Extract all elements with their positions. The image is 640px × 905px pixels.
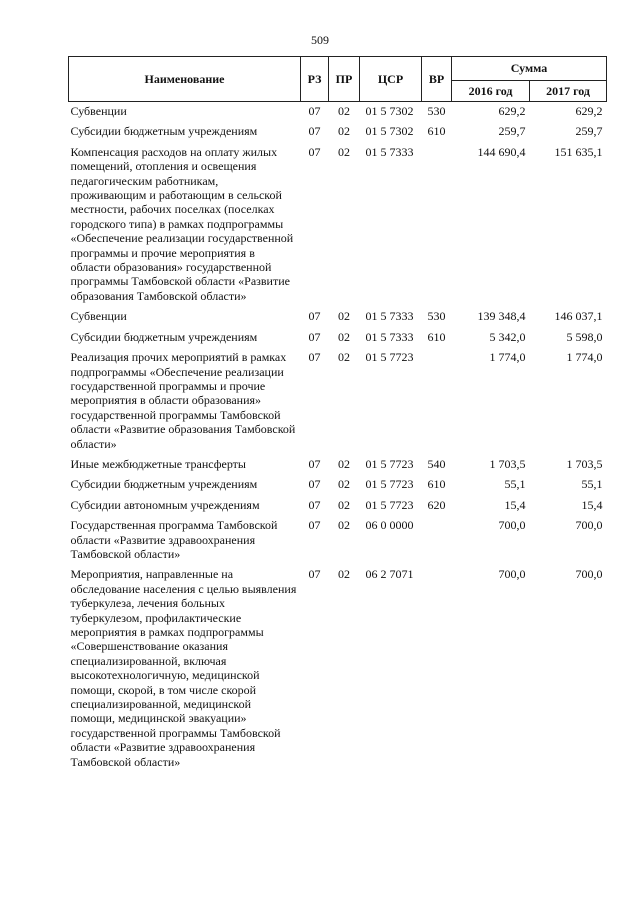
- row-vr: 530: [427, 104, 446, 118]
- row-name: Иные межбюджетные трансферты: [70, 456, 246, 471]
- row-name: Субвенции: [70, 104, 127, 118]
- header-name: Наименование: [69, 57, 301, 102]
- row-csr: 01 5 7302: [365, 124, 414, 139]
- row-csr: 01 5 7723: [365, 497, 414, 512]
- row-sum-2017: 700,0: [575, 567, 603, 582]
- row-vr: [422, 512, 452, 561]
- row-pr: 02: [338, 567, 350, 582]
- row-vr: 620: [427, 497, 446, 512]
- row-sum-2016: 144 690,4: [477, 144, 526, 159]
- row-pr: 02: [338, 350, 350, 365]
- row-vr: [422, 561, 452, 769]
- row-name: Государственная программа Тамбовской области «Развитие здравоохранения Тамбовской области»: [70, 518, 278, 561]
- table-row: [69, 118, 607, 138]
- row-sum-2017: 1 774,0: [566, 350, 603, 365]
- row-pr: 02: [338, 477, 350, 492]
- row-rz: 07: [308, 477, 321, 492]
- row-sum-2016: 629,2: [498, 104, 526, 118]
- row-rz: 07: [308, 124, 321, 139]
- row-vr: [422, 139, 452, 303]
- row-name: Субсидии бюджетным учреждениям: [70, 124, 258, 139]
- row-name: Субсидии бюджетным учреждениям: [70, 477, 258, 492]
- header-pr: ПР: [329, 57, 360, 102]
- table-row: [69, 324, 607, 344]
- row-name: Субсидии автономным учреждениям: [70, 497, 260, 512]
- row-csr: 06 2 7071: [365, 567, 414, 582]
- header-sum: Сумма: [452, 57, 607, 81]
- row-sum-2016: 259,7: [498, 124, 526, 139]
- row-name: Реализация прочих мероприятий в рамках подпрограммы «Обеспечение реализации государственной программы и прочие мероприятия в области образования» государственной программы Тамбовской области «Развитие образования Тамбовской области»: [70, 350, 296, 451]
- row-name: Компенсация расходов на оплату жилых помещений, отопления и освещения педагогическим работникам, проживающим и работающим в сельской местности, рабочих поселках (поселках городского типа) в рамках подпрограммы «Обеспечение реализации государственной программы и прочие мероприятия в области образования» государственной программы Тамбовской области «Развитие образования Тамбовской области»: [70, 144, 294, 303]
- table-row: [69, 492, 607, 512]
- table-row: [69, 139, 607, 303]
- row-name: Субвенции: [70, 309, 127, 324]
- row-sum-2016: 55,1: [504, 477, 526, 492]
- row-pr: 02: [338, 497, 350, 512]
- row-csr: 01 5 7723: [365, 350, 414, 365]
- row-csr: 01 5 7723: [365, 456, 414, 471]
- row-rz: 07: [308, 456, 321, 471]
- header-year-2017: 2017 год: [530, 81, 607, 102]
- row-rz: 07: [308, 497, 321, 512]
- row-pr: 02: [338, 104, 350, 118]
- row-sum-2017: 15,4: [581, 497, 603, 512]
- row-sum-2016: 15,4: [504, 497, 526, 512]
- row-rz: 07: [308, 309, 321, 324]
- row-vr: 610: [427, 329, 446, 344]
- row-vr: 530: [427, 309, 446, 324]
- row-sum-2017: 700,0: [575, 518, 603, 533]
- row-sum-2017: 259,7: [575, 124, 603, 139]
- row-vr: [422, 344, 452, 451]
- row-pr: 02: [338, 456, 350, 471]
- row-pr: 02: [338, 124, 350, 139]
- table-row: [69, 303, 607, 323]
- table-row: [69, 471, 607, 491]
- page-number: 509: [311, 33, 329, 47]
- row-sum-2017: 151 635,1: [554, 144, 603, 159]
- row-rz: 07: [308, 144, 321, 159]
- row-csr: 01 5 7723: [365, 477, 414, 492]
- table-row: [69, 451, 607, 471]
- table-row: [69, 344, 607, 451]
- row-csr: 06 0 0000: [365, 518, 414, 533]
- table-header: [69, 57, 607, 102]
- row-vr: 610: [427, 124, 446, 139]
- table-row: [69, 512, 607, 561]
- row-pr: 02: [338, 518, 350, 533]
- row-vr: 610: [427, 477, 446, 492]
- row-name: Мероприятия, направленные на обследование населения с целью выявления туберкулеза, лечения больных туберкулезом, профилактические мероприятия в рамках подпрограммы «Совершенствование оказания специализированной, включая высокотехнологичную, медицинской помощи, скорой, в том числе скорой специализированной, медицинской помощи, медицинской эвакуации» государственной программы Тамбовской области «Развитие здравоохранения Тамбовской области»: [70, 567, 297, 769]
- table-row: [69, 102, 607, 119]
- row-sum-2017: 55,1: [581, 477, 603, 492]
- row-sum-2017: 146 037,1: [554, 309, 603, 324]
- row-sum-2016: 139 348,4: [477, 309, 526, 324]
- header-rz: РЗ: [301, 57, 329, 102]
- row-sum-2016: 1 774,0: [489, 350, 526, 365]
- row-name: Субсидии бюджетным учреждениям: [70, 329, 258, 344]
- row-sum-2017: 629,2: [575, 104, 603, 118]
- row-rz: 07: [308, 518, 321, 533]
- table-body: [69, 102, 607, 770]
- row-pr: 02: [338, 309, 350, 324]
- row-sum-2016: 1 703,5: [489, 456, 526, 471]
- header-vr: ВР: [422, 57, 452, 102]
- row-rz: 07: [308, 104, 321, 118]
- row-csr: 01 5 7333: [365, 329, 414, 344]
- row-sum-2016: 700,0: [498, 567, 526, 582]
- row-pr: 02: [338, 329, 350, 344]
- row-csr: 01 5 7333: [365, 309, 414, 324]
- row-pr: 02: [338, 144, 350, 159]
- budget-table: [68, 56, 607, 769]
- row-rz: 07: [308, 567, 321, 582]
- row-sum-2016: 5 342,0: [489, 329, 526, 344]
- row-sum-2017: 1 703,5: [566, 456, 603, 471]
- row-rz: 07: [308, 350, 321, 365]
- row-vr: 540: [427, 456, 446, 471]
- header-csr: ЦСР: [360, 57, 422, 102]
- row-csr: 01 5 7302: [365, 104, 414, 118]
- row-sum-2016: 700,0: [498, 518, 526, 533]
- header-year-2016: 2016 год: [452, 81, 530, 102]
- table-row: [69, 561, 607, 769]
- row-rz: 07: [308, 329, 321, 344]
- row-csr: 01 5 7333: [365, 144, 414, 159]
- row-sum-2017: 5 598,0: [566, 329, 603, 344]
